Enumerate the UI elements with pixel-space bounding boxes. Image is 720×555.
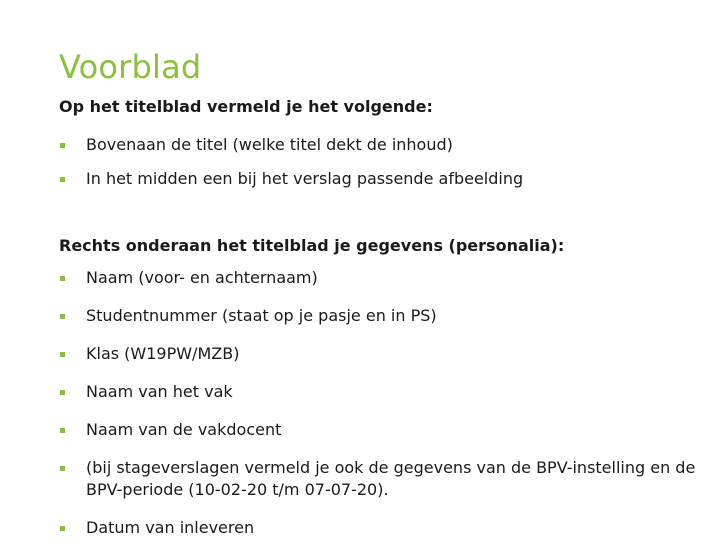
- section-heading-titelblad: Op het titelblad vermeld je het volgende:: [59, 97, 433, 116]
- list-item-text: Bovenaan de titel (welke titel dekt de inhoud): [86, 135, 453, 154]
- square-bullet-icon: [60, 352, 65, 357]
- square-bullet-icon: [60, 466, 65, 471]
- list-item-text: Naam (voor- en achternaam): [86, 268, 318, 287]
- list-item-text: (bij stageverslagen vermeld je ook de gegevens van de BPV-instelling en de BPV-periode (10-02-20 t/m 07-07-20).: [86, 458, 696, 499]
- list-item-text: In het midden een bij het verslag passende afbeelding: [86, 169, 524, 188]
- bullet-list-personalia: [59, 267, 720, 555]
- list-item-text: Datum van inleveren: [86, 518, 255, 537]
- list-item-text: Studentnummer (staat op je pasje en in PS): [86, 306, 437, 325]
- list-item: [59, 419, 720, 441]
- list-item-text: Naam van het vak: [86, 382, 233, 401]
- square-bullet-icon: [60, 390, 65, 395]
- list-item-text: Klas (W19PW/MZB): [86, 344, 240, 363]
- square-bullet-icon: [60, 143, 65, 148]
- square-bullet-icon: [60, 276, 65, 281]
- square-bullet-icon: [60, 314, 65, 319]
- square-bullet-icon: [60, 526, 65, 531]
- slide-title: Voorblad: [59, 48, 202, 86]
- list-item: [59, 305, 720, 327]
- list-item: [59, 343, 720, 365]
- list-item: [59, 457, 720, 501]
- square-bullet-icon: [60, 428, 65, 433]
- bullet-list-titelblad: [59, 134, 523, 202]
- list-item: [59, 267, 720, 289]
- list-item: [59, 517, 720, 539]
- list-item: [59, 168, 523, 190]
- section-heading-personalia: Rechts onderaan het titelblad je gegevens (personalia):: [59, 236, 565, 255]
- list-item: [59, 381, 720, 403]
- square-bullet-icon: [60, 177, 65, 182]
- list-item: [59, 134, 523, 156]
- list-item-text: Naam van de vakdocent: [86, 420, 282, 439]
